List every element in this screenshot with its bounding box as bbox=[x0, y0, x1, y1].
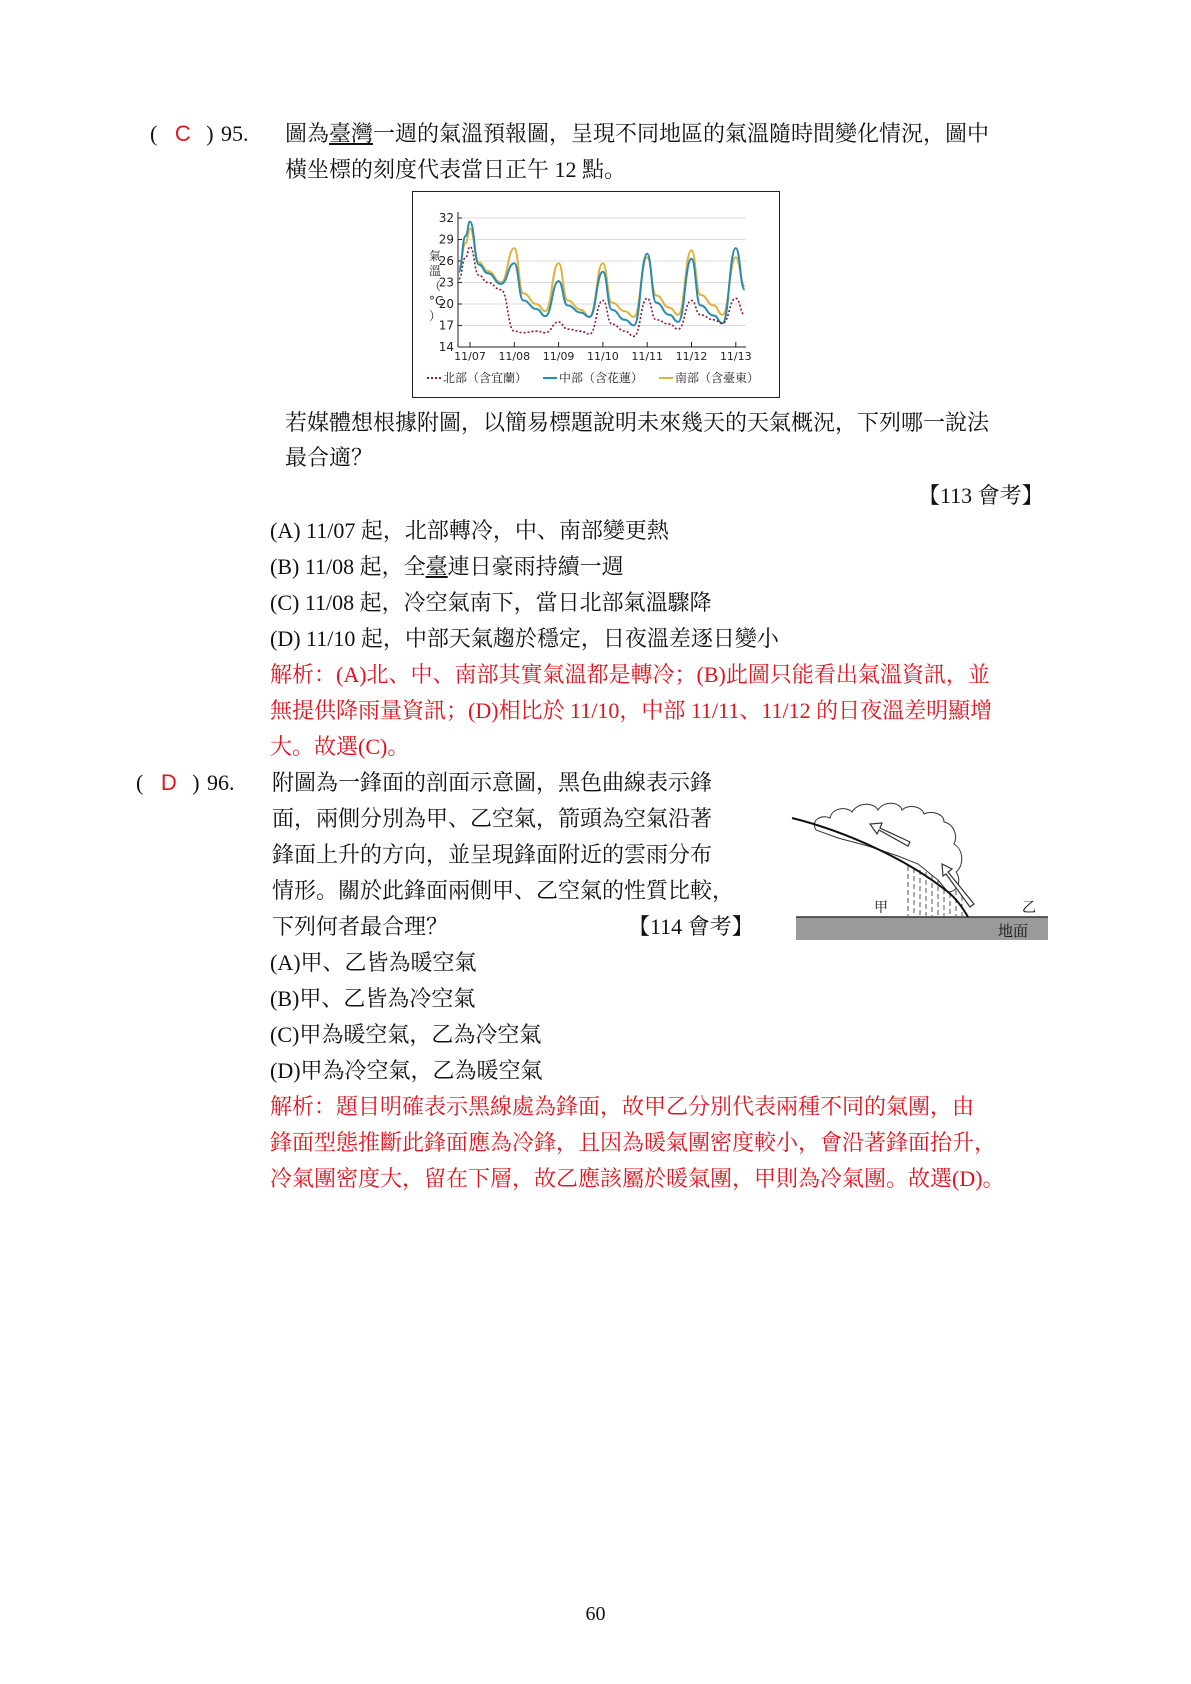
page-number: 60 bbox=[585, 1603, 606, 1625]
q95-option-c: (C) 11/08 起，冷空氣南下，當日北部氣溫驟降 bbox=[270, 590, 712, 615]
q96-answer: D bbox=[160, 770, 177, 795]
q95-stem-line2: 橫坐標的刻度代表當日正午 12 點。 bbox=[285, 157, 627, 182]
q96-option-b: (B)甲、乙皆為冷空氣 bbox=[270, 986, 476, 1011]
q95-explanation-line3: 大。故選(C)。 bbox=[270, 734, 410, 759]
y-tick-label: 20 bbox=[438, 297, 454, 311]
x-tick-label: 11/10 bbox=[587, 350, 619, 363]
temperature-chart-svg bbox=[413, 192, 779, 397]
q96-explanation-line2: 鋒面型態推斷此鋒面應為冷鋒，且因為暖氣團密度較小，會沿著鋒面抬升， bbox=[270, 1130, 997, 1155]
q95-question-line2: 最合適？ bbox=[285, 445, 374, 470]
y-tick-label: 26 bbox=[438, 254, 454, 268]
q96-option-d: (D)甲為冷空氣，乙為暖空氣 bbox=[270, 1058, 543, 1083]
y-tick-label: 17 bbox=[438, 318, 454, 333]
q96-source: 【114 會考】 bbox=[628, 914, 754, 939]
q95-option-b bbox=[270, 554, 624, 580]
q95-source: 【113 會考】 bbox=[918, 483, 1044, 508]
air-mass-label-jia: 甲 bbox=[874, 900, 888, 916]
q95-option-b-post: 連日豪雨持續一週 bbox=[447, 554, 624, 579]
q95-stem-pre: 圖為 bbox=[285, 121, 330, 146]
x-tick-label: 11/12 bbox=[675, 350, 708, 363]
legend-label: 南部（含臺東） bbox=[675, 371, 760, 385]
x-tick-label: 11/11 bbox=[631, 350, 664, 363]
q95-option-b-underlined: 臺 bbox=[425, 554, 448, 579]
q95-stem-underlined-taiwan: 臺灣 bbox=[329, 121, 374, 146]
q95-option-a: (A) 11/07 起，北部轉冷，中、南部變更熱 bbox=[270, 518, 669, 543]
front-cross-section-diagram bbox=[788, 780, 1050, 940]
q96-stem-line5: 下列何者最合理？ bbox=[272, 914, 449, 939]
q96-stem-line3: 鋒面上升的方向，並呈現鋒面附近的雲雨分布 bbox=[272, 842, 713, 867]
q96-stem-line2: 面，兩側分別為甲、乙空氣，箭頭為空氣沿著 bbox=[272, 806, 713, 831]
q95-paren-close: ) bbox=[206, 121, 214, 146]
ground-label: 地面 bbox=[998, 922, 1029, 940]
q95-option-d: (D) 11/10 起，中部天氣趨於穩定，日夜溫差逐日變小 bbox=[270, 626, 779, 651]
q95-question-line1: 若媒體想根據附圖，以簡易標題說明未來幾天的天氣概況，下列哪一說法 bbox=[285, 410, 990, 435]
y-tick-label: 14 bbox=[438, 340, 454, 354]
q95-paren-open: ( bbox=[150, 121, 158, 146]
legend-label: 中部（含花蓮） bbox=[559, 371, 644, 385]
q96-header-line bbox=[136, 770, 235, 796]
x-tick-label: 11/09 bbox=[542, 350, 575, 363]
q96-paren-close: ) bbox=[192, 770, 200, 795]
air-mass-label-yi: 乙 bbox=[1022, 900, 1036, 916]
q95-explanation-line2: 無提供降雨量資訊；(D)相比於 11/10，中部 11/11、11/12 的日夜溫差明顯增 bbox=[270, 698, 993, 723]
q95-answer: C bbox=[174, 121, 191, 146]
q95-explanation-line1: 解析：(A)北、中、南部其實氣溫都是轉冷；(B)此圖只能看出氣溫資訊，並 bbox=[270, 662, 990, 687]
q95-number: 95. bbox=[221, 121, 249, 146]
temperature-chart bbox=[412, 191, 780, 398]
q96-explanation-line1: 解析：題目明確表示黑線處為鋒面，故甲乙分別代表兩種不同的氣團，由 bbox=[270, 1094, 975, 1119]
y-tick-label: 32 bbox=[438, 211, 454, 225]
front-diagram-svg bbox=[788, 780, 1050, 940]
x-tick-label: 11/08 bbox=[498, 350, 531, 363]
q96-stem-line4: 情形。關於此鋒面兩側甲、乙空氣的性質比較， bbox=[272, 878, 735, 903]
x-tick-label: 11/13 bbox=[719, 350, 752, 363]
q95-stem-post: 一週的氣溫預報圖，呈現不同地區的氣溫隨時間變化情況，圖中 bbox=[373, 121, 990, 146]
chart-y-axis-label: 氣溫（°C ） bbox=[429, 249, 444, 323]
q95-header-line bbox=[150, 121, 249, 147]
x-tick-label: 11/07 bbox=[454, 350, 486, 363]
legend-label: 北部（含宜蘭） bbox=[443, 371, 528, 385]
q96-paren-open: ( bbox=[136, 770, 144, 795]
q96-number: 96. bbox=[207, 770, 235, 795]
q96-option-a: (A)甲、乙皆為暖空氣 bbox=[270, 950, 477, 975]
cloud-shape bbox=[814, 803, 961, 892]
q95-stem-line1 bbox=[285, 121, 989, 147]
y-tick-label: 29 bbox=[438, 232, 454, 247]
series-line bbox=[459, 247, 745, 337]
series-line bbox=[459, 222, 745, 326]
q96-stem-line1: 附圖為一鋒面的剖面示意圖，黑色曲線表示鋒 bbox=[272, 770, 713, 795]
q96-option-c: (C)甲為暖空氣，乙為冷空氣 bbox=[270, 1022, 542, 1047]
y-tick-label: 23 bbox=[438, 275, 454, 290]
q96-explanation-line3: 冷氣團密度大，留在下層，故乙應該屬於暖氣團，甲則為冷氣團。故選(D)。 bbox=[270, 1166, 1005, 1191]
q95-option-b-pre: (B) 11/08 起，全 bbox=[270, 554, 426, 579]
